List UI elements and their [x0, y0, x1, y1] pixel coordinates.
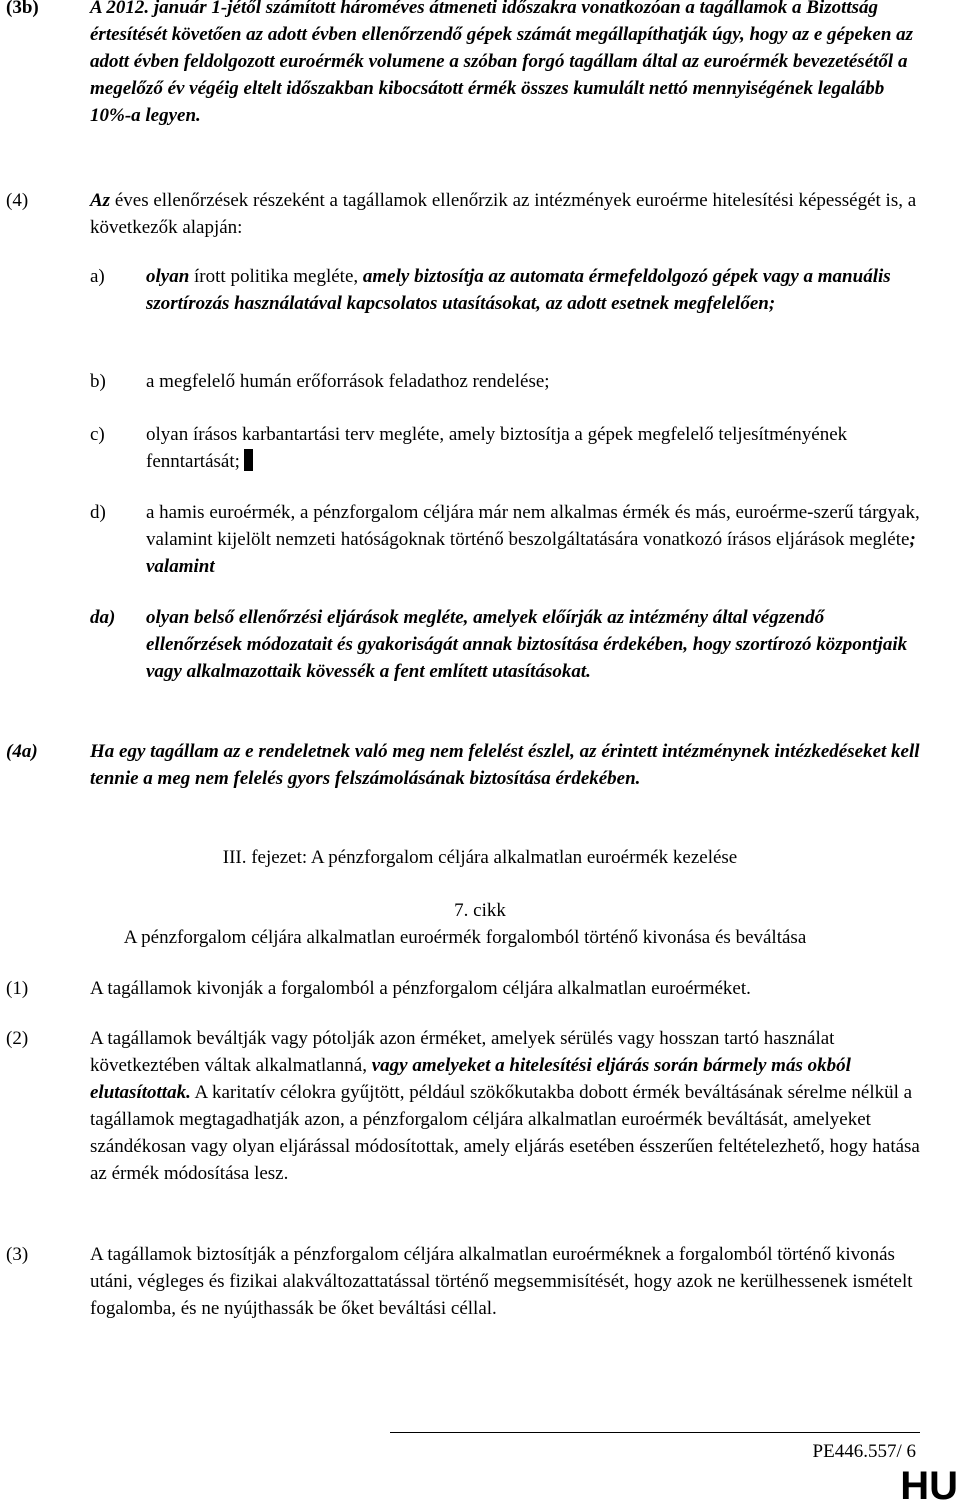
list-item-b	[90, 368, 920, 395]
list-item-d	[90, 499, 920, 580]
paragraph-number: (1)	[6, 978, 29, 999]
paragraph-number: (3)	[6, 1244, 29, 1265]
list-item-a	[90, 263, 920, 317]
list-label: b)	[90, 371, 106, 392]
article-paragraph-2	[6, 1025, 920, 1187]
list-text: olyan írott politika megléte, amely biztosítja az automata érmefeldolgozó gépek vagy a manuális szortírozás használatával kapcsolatos utasításokat, az adott esetnek megfelelően;	[146, 266, 891, 314]
list-text: a megfelelő humán erőforrások feladathoz rendelése;	[146, 371, 550, 392]
footer-language-code: HU	[900, 1464, 958, 1508]
paragraph-text: A tagállamok beváltják vagy pótolják azon érméket, amelyek sérülés vagy hosszan tartó használat következtében váltak alkalmatlanná, vagy amelyeket a hitelesítési eljárás során bármely más okból elutasítottak. A karitatív célokra gyűjtött, például szökőkutakba dobott érmék beváltásának sérelme nélkül a tagállamok megtagadhatják azon, a pénzforgalom céljára alkalmatlan euroérmék beváltását, amelyeket szándékosan vagy olyan eljárással módosítottak, amely eljárás esetében ésszerűen feltételezhető, hogy hatása az érmék módosítása lesz.	[90, 1028, 920, 1184]
list-text: olyan írásos karbantartási terv megléte, amely biztosítja a gépek megfelelő teljesítményének fenntartását;	[146, 424, 848, 472]
paragraph-text: Az éves ellenőrzések részeként a tagállamok ellenőrzik az intézmények euroérme hitelesítési képességét is, a következők alapján:	[90, 190, 917, 238]
paragraph-number: (3b)	[6, 0, 39, 18]
article-number: 7. cikk	[454, 900, 506, 921]
article-paragraph-3	[6, 1241, 920, 1322]
list-label: da)	[90, 607, 116, 628]
article-paragraph-1	[6, 975, 930, 1002]
footer-document-reference: PE446.557/ 6	[812, 1441, 916, 1462]
paragraph-text: A tagállamok kivonják a forgalomból a pénzforgalom céljára alkalmatlan euroérméket.	[90, 978, 751, 999]
list-text: a hamis euroérmék, a pénzforgalom céljára már nem alkalmas érmék és más, euroérme-szerű tárgyak, valamint kijelölt nemzeti hatóságoknak történő beszolgáltatására vonatkozó írásos eljárások megléte; valamint	[146, 502, 920, 577]
paragraph-3b	[6, 0, 920, 129]
list-label: c)	[90, 424, 105, 445]
list-item-c	[90, 421, 920, 475]
list-label: d)	[90, 502, 106, 523]
paragraph-number: (2)	[6, 1028, 29, 1049]
paragraph-4	[6, 187, 920, 241]
paragraph-4a	[6, 738, 920, 792]
list-label: a)	[90, 266, 105, 287]
article-title: A pénzforgalom céljára alkalmatlan euroérmék forgalomból történő kivonása és beváltása	[123, 927, 807, 948]
paragraph-text: A 2012. január 1-jétől számított hároméves átmeneti időszakra vonatkozóan a tagállamok a Bizottság értesítését követően az adott évben ellenőrzendő gépek számát megállapíthatják úgy, hogy az e gépeken az adott évben feldolgozott euroérmék volumene a szóban forgó tagállam által az euroérmék bevezetésétől a megelőző év végéig eltelt időszakban kibocsátott érmék összes kumulált nettó mennyiségének legalább 10%-a legyen.	[90, 0, 914, 126]
paragraph-number: (4)	[6, 190, 29, 211]
list-text: olyan belső ellenőrzési eljárások megléte, amelyek előírják az intézmény által végzendő ellenőrzések módozatait és gyakoriságát annak biztosítása érdekében, hogy szortírozó központjaik vagy alkalmazottaik kövessék a fent említett utasításokat.	[146, 607, 908, 682]
footer-divider	[390, 1432, 920, 1433]
chapter-heading: III. fejezet: A pénzforgalom céljára alkalmatlan euroérmék kezelése	[222, 847, 738, 868]
text-cursor-marker	[244, 449, 253, 471]
paragraph-number: (4a)	[6, 741, 38, 762]
paragraph-text: A tagállamok biztosítják a pénzforgalom céljára alkalmatlan euroérméknek a forgalomból történő kivonás utáni, végleges és fizikai alakváltozattatással történő megsemmisítését, hogy azok ne kerülhessenek ismételt fogalomba, és ne nyújthassák be őket beváltási céllal.	[90, 1244, 913, 1319]
list-item-da	[90, 604, 920, 685]
paragraph-text: Ha egy tagállam az e rendeletnek való meg nem felelést észlel, az érintett intézménynek intézkedéseket kell tennie a meg nem felelés gyors felszámolásának biztosítása érdekében.	[90, 741, 920, 789]
